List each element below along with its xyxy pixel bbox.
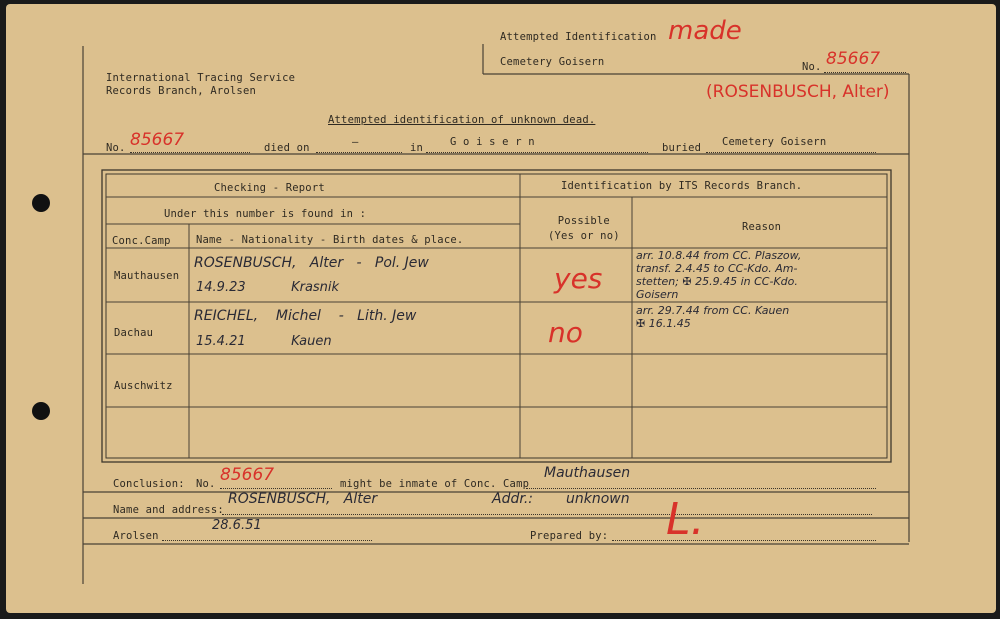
identification-header: Identification by ITS Records Branch. bbox=[561, 180, 803, 192]
form-title: Attempted identification of unknown dead. bbox=[328, 114, 596, 126]
index-card bbox=[6, 4, 996, 613]
in-value: G o i s e r n bbox=[450, 136, 535, 148]
buried-value: Cemetery Goisern bbox=[722, 136, 827, 148]
form-no-label: No. bbox=[106, 142, 126, 154]
addr-label: Addr.: bbox=[492, 491, 533, 507]
addr-value: unknown bbox=[566, 491, 630, 507]
found-in-header: Under this number is found in : bbox=[164, 208, 367, 220]
row-birth-line: 14.9.23 Krasnik bbox=[196, 280, 340, 295]
row-reason-line: ✠ 16.1.45 bbox=[636, 317, 691, 330]
row-reason-line: arr. 10.8.44 from CC. Plaszow, bbox=[636, 249, 802, 262]
died-on-value: — bbox=[352, 136, 359, 148]
row-reason-line: transf. 2.4.45 to CC-Kdo. Am- bbox=[636, 262, 798, 275]
inmate-text: might be inmate of Conc. Camp bbox=[340, 478, 530, 490]
col-camp-header: Conc.Camp bbox=[112, 235, 171, 247]
row-birth-line: 15.4.21 Kauen bbox=[196, 334, 332, 349]
form-no-value: 85667 bbox=[130, 130, 185, 150]
col-reason-header: Reason bbox=[742, 221, 782, 233]
row-camp-mauthausen: Mauthausen bbox=[114, 270, 180, 282]
header-cemetery: Cemetery Goisern bbox=[500, 56, 605, 68]
row-camp-auschwitz: Auschwitz bbox=[114, 380, 173, 392]
signature: L. bbox=[666, 494, 705, 545]
row-camp-dachau: Dachau bbox=[114, 327, 154, 339]
header-no-label: No. bbox=[802, 61, 822, 73]
attempted-identification-label: Attempted Identification bbox=[500, 31, 657, 43]
header-name-note: (ROSENBUSCH, Alter) bbox=[706, 82, 890, 102]
conclusion-label: Conclusion: bbox=[113, 478, 185, 490]
row-possible-no: no bbox=[548, 316, 583, 349]
buried-label: buried bbox=[662, 142, 702, 154]
conclusion-no-value: 85667 bbox=[220, 465, 275, 485]
row-reason-line: Goisern bbox=[636, 288, 679, 301]
date-value: 28.6.51 bbox=[212, 518, 262, 533]
row-possible-yes: yes bbox=[554, 262, 603, 295]
row-name-line: ROSENBUSCH, Alter - Pol. Jew bbox=[194, 255, 429, 271]
col-possible-header: Possible (Yes or no) bbox=[548, 215, 620, 242]
prepared-by-label: Prepared by: bbox=[530, 530, 609, 542]
died-on-label: died on bbox=[264, 142, 310, 154]
name-address-label: Name and address: bbox=[113, 504, 224, 516]
place-arolsen: Arolsen bbox=[113, 530, 159, 542]
row-name-line: REICHEL, Michel - Lith. Jew bbox=[194, 308, 417, 324]
attempted-identification-value: made bbox=[668, 16, 742, 46]
checking-report-header: Checking - Report bbox=[214, 182, 325, 194]
header-no-value: 85667 bbox=[826, 49, 881, 69]
name-address-value: ROSENBUSCH, Alter bbox=[228, 491, 378, 507]
row-reason-line: arr. 29.7.44 from CC. Kauen bbox=[636, 304, 790, 317]
col-name-header: Name - Nationality - Birth dates & place. bbox=[196, 234, 464, 246]
row-reason-line: stetten; ✠ 25.9.45 in CC-Kdo. bbox=[636, 275, 798, 288]
conclusion-no-label: No. bbox=[196, 478, 216, 490]
org-branch: Records Branch, Arolsen bbox=[106, 85, 256, 97]
in-label: in bbox=[410, 142, 424, 154]
conclusion-camp-value: Mauthausen bbox=[544, 465, 631, 481]
org-name: International Tracing Service bbox=[106, 72, 296, 84]
